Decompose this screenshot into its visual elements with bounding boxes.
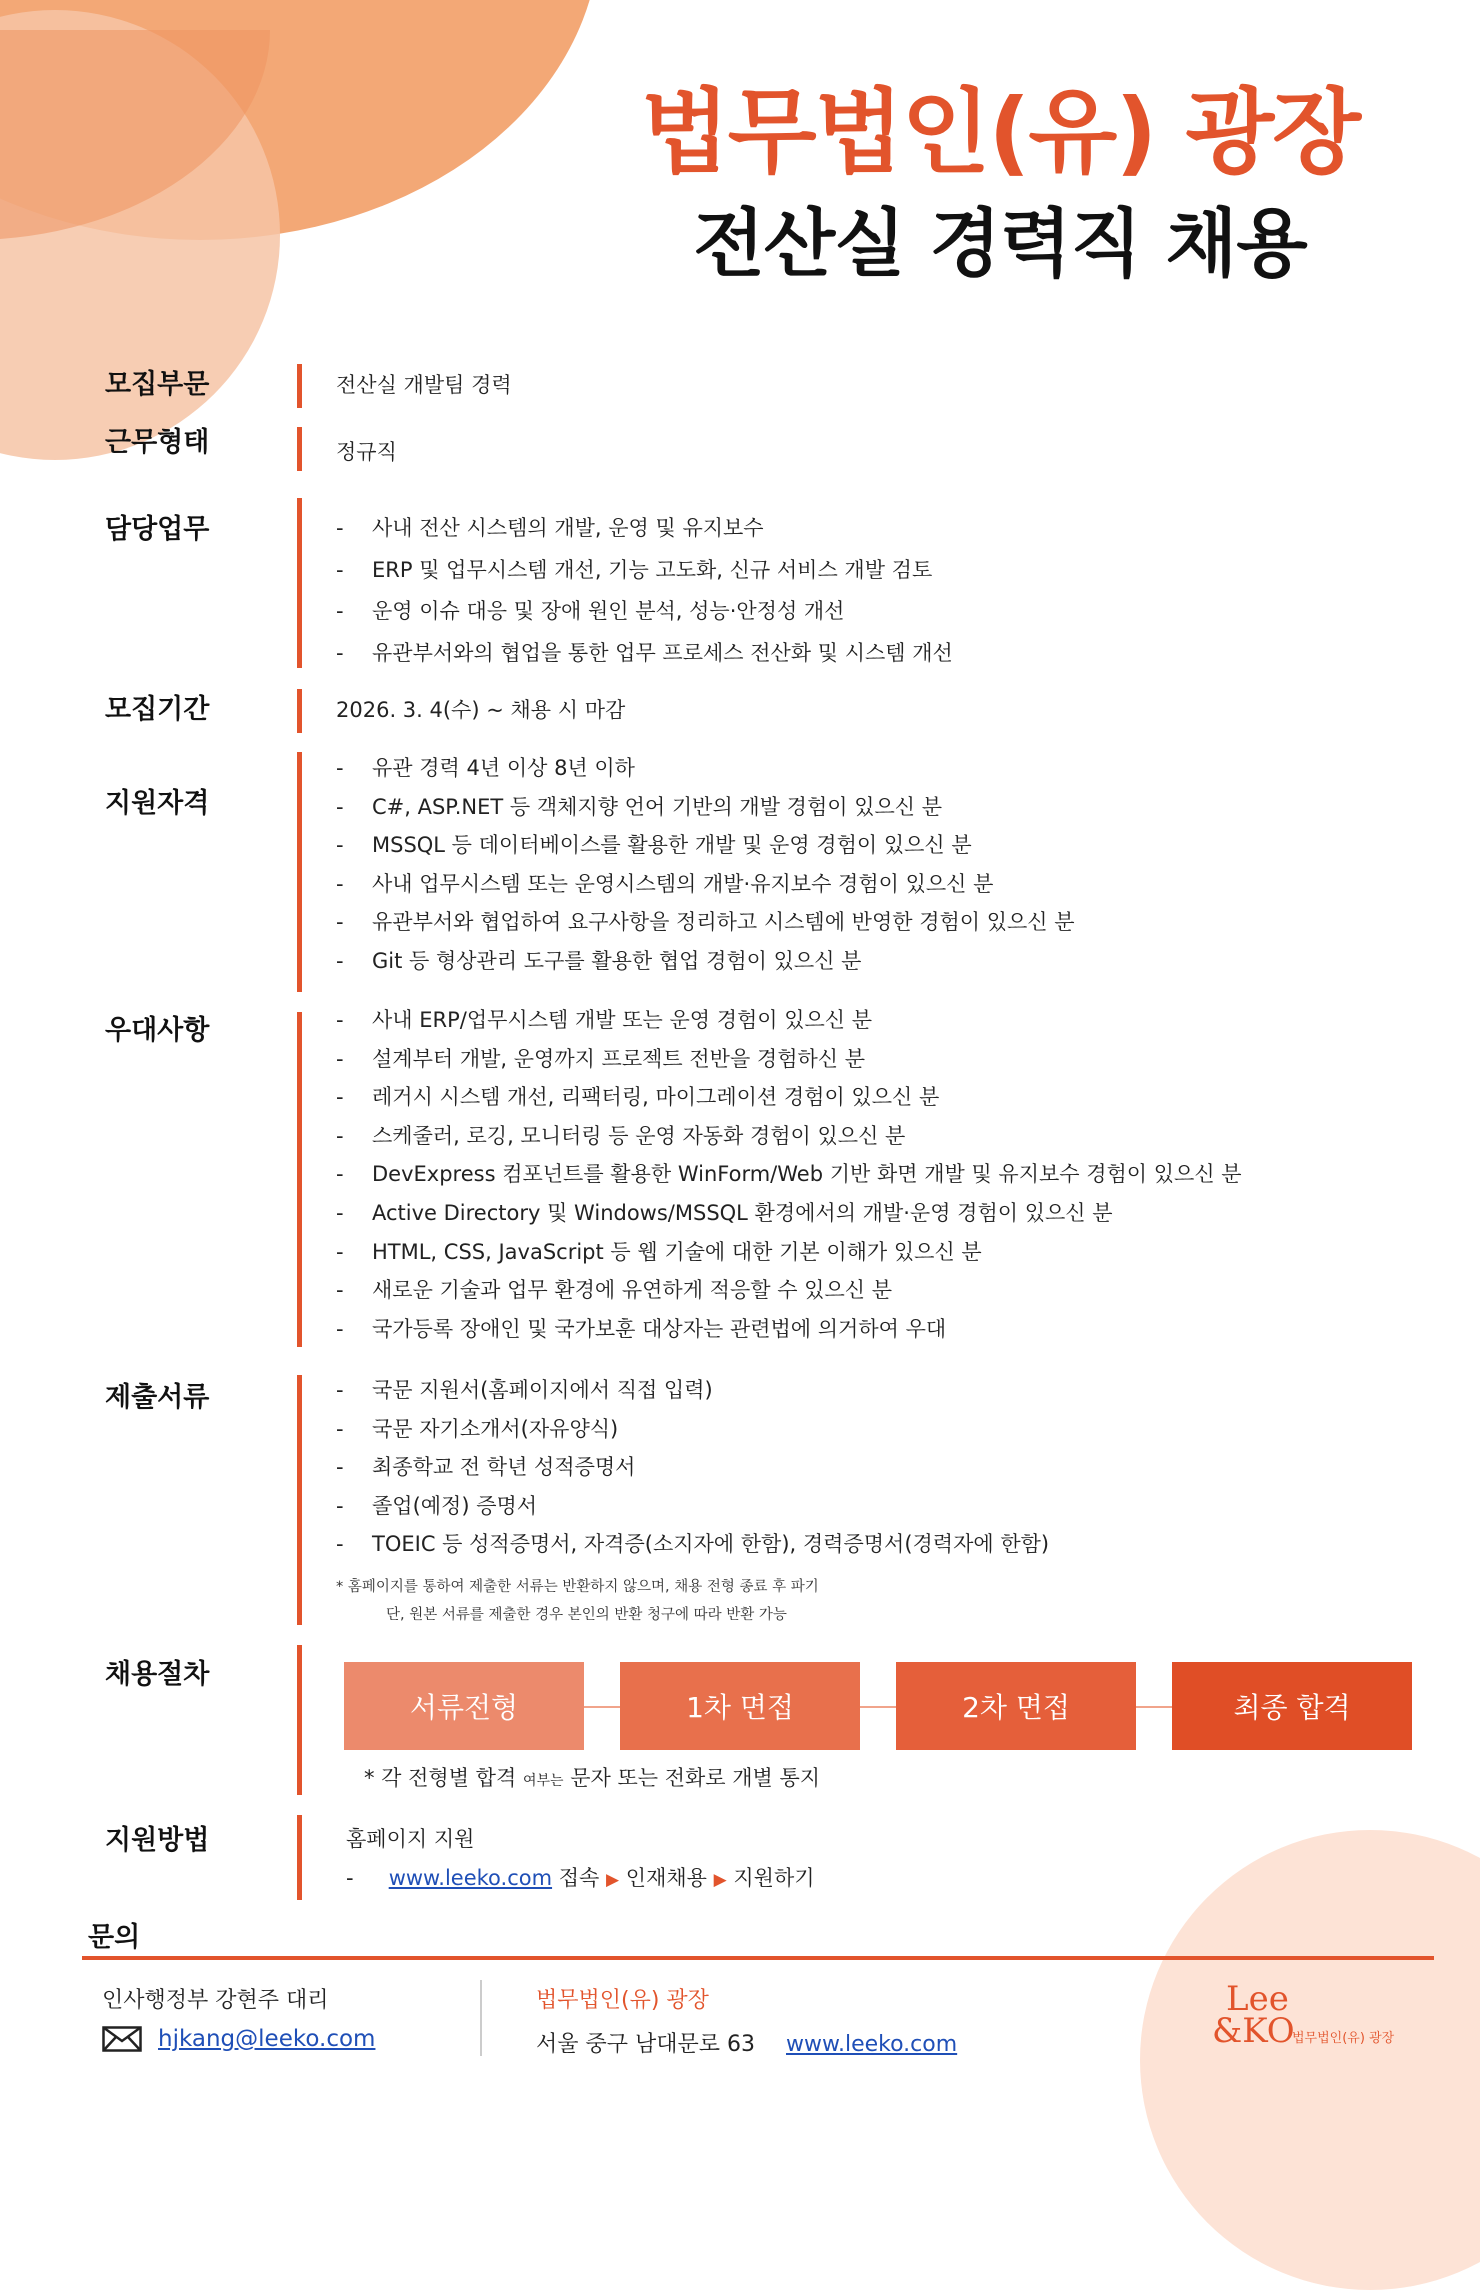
footer-firm-name: 법무법인(유) 광장: [536, 1988, 709, 2013]
list-item: - DevExpress 컴포넌트를 활용한 WinForm/Web 기반 화면 개발 및 유지보수 경험이 있으신 분: [336, 1155, 1242, 1194]
logo-text-bottom: &KO: [1212, 2011, 1295, 2052]
apply-step-3: 지원하기: [733, 1866, 815, 1890]
documents-note: [336, 1574, 819, 1629]
list-item: - 유관부서와 협업하여 요구사항을 정리하고 시스템에 반영한 경험이 있으신 분: [336, 903, 1075, 942]
preferred-list: [336, 1001, 1242, 1348]
apply-method: 홈페이지 지원: [346, 1827, 475, 1851]
process-step-3: 2차 면접: [896, 1662, 1136, 1750]
documents-bar: [297, 1375, 302, 1625]
process-connector: [860, 1706, 896, 1708]
qualifications-label: 지원자격: [105, 788, 210, 819]
footer-rule: [82, 1956, 1434, 1960]
list-item: - 레거시 시스템 개선, 리팩터링, 마이그레이션 경험이 있으신 분: [336, 1078, 1242, 1117]
list-item: - 사내 ERP/업무시스템 개발 또는 운영 경험이 있으신 분: [336, 1001, 1242, 1040]
process-connector: [584, 1706, 620, 1708]
documents-note-line1: * 홈페이지를 통하여 제출한 서류는 반환하지 않으며, 채용 전형 종료 후 파기: [336, 1579, 819, 1595]
process-connector: [1136, 1706, 1172, 1708]
list-item: - 새로운 기술과 업무 환경에 유연하게 적응할 수 있으신 분: [336, 1271, 1242, 1310]
documents-list: [336, 1371, 1049, 1564]
list-item: - MSSQL 등 데이터베이스를 활용한 개발 및 운영 경험이 있으신 분: [336, 826, 1075, 865]
list-item: - Git 등 형상관리 도구를 활용한 협업 경험이 있으신 분: [336, 942, 1075, 981]
process-step-4: 최종 합격: [1172, 1662, 1412, 1750]
logo: [1212, 1979, 1295, 2052]
list-item: - 사내 업무시스템 또는 운영시스템의 개발·유지보수 경험이 있으신 분: [336, 865, 1075, 904]
footer-website-link[interactable]: www.leeko.com: [786, 2032, 958, 2057]
page-title: 법무법인(유) 광장: [640, 79, 1360, 186]
list-item: - Active Directory 및 Windows/MSSQL 환경에서의 개발·운영 경험이 있으신 분: [336, 1194, 1242, 1233]
duties-label: 담당업무: [105, 514, 210, 545]
envelope-icon: [102, 2026, 142, 2052]
work-type-label: 근무형태: [105, 427, 210, 458]
process-note-small: 여부는: [522, 1773, 564, 1789]
apply-label: 지원방법: [105, 1825, 210, 1856]
list-item: - 국문 지원서(홈페이지에서 직접 입력): [336, 1371, 1049, 1410]
process-step-2: 1차 면접: [620, 1662, 860, 1750]
preferred-bar: [297, 1012, 302, 1347]
list-item: - 운영 이슈 대응 및 장애 원인 분석, 성능·안정성 개선: [336, 591, 953, 633]
triangle-right-icon: ▶: [606, 1870, 620, 1890]
footer-address: 서울 중구 남대문로 63: [536, 2032, 755, 2057]
list-item: - 유관부서와의 협업을 통한 업무 프로세스 전산화 및 시스템 개선: [336, 633, 953, 675]
recruit-dept-value: 전산실 개발팀 경력: [336, 373, 512, 397]
qualifications-list: [336, 749, 1075, 981]
documents-label: 제출서류: [105, 1382, 210, 1413]
footer-address-row: [536, 2027, 957, 2058]
footer-divider: [480, 1980, 482, 2056]
list-item: - 국가등록 장애인 및 국가보훈 대상자는 관련법에 의거하여 우대: [336, 1310, 1242, 1349]
process-step-1: 서류전형: [344, 1662, 584, 1750]
duties-bar: [297, 498, 302, 668]
decor-circle-bottom-right: [1140, 1830, 1480, 2290]
work-type-value: 정규직: [336, 440, 397, 464]
period-bar: [297, 689, 302, 733]
list-item: - 스케줄러, 로깅, 모니터링 등 운영 자동화 경험이 있으신 분: [336, 1117, 1242, 1156]
list-item: - TOEIC 등 성적증명서, 자격증(소지자에 한함), 경력증명서(경력자에 한함): [336, 1525, 1049, 1564]
apply-step-2: 인재채용: [625, 1866, 707, 1890]
list-item: - 국문 자기소개서(자유양식): [336, 1410, 1049, 1449]
process-note-prefix: * 각 전형별 합격: [364, 1766, 517, 1790]
recruit-dept-bar: [297, 364, 302, 408]
process-bar: [297, 1645, 302, 1795]
apply-bar: [297, 1815, 302, 1900]
list-item: - C#, ASP.NET 등 객체지향 언어 기반의 개발 경험이 있으신 분: [336, 788, 1075, 827]
logo-text-top: Lee: [1226, 1979, 1289, 2019]
preferred-label: 우대사항: [105, 1015, 210, 1046]
qualifications-bar: [297, 752, 302, 992]
documents-note-line2: 단, 원본 서류를 제출한 경우 본인의 반환 청구에 따라 반환 가능: [386, 1606, 787, 1623]
apply-step-1: 접속: [558, 1866, 600, 1890]
process-label: 채용절차: [105, 1659, 210, 1690]
period-label: 모집기간: [105, 694, 210, 725]
work-type-bar: [297, 427, 302, 471]
list-item: - 졸업(예정) 증명서: [336, 1487, 1049, 1526]
process-note-suffix: 문자 또는 전화로 개별 통지: [570, 1766, 821, 1790]
list-item: - 설계부터 개발, 운영까지 프로젝트 전반을 경험하신 분: [336, 1040, 1242, 1079]
recruit-dept-label: 모집부문: [105, 369, 210, 400]
period-value: 2026. 3. 4(수) ~ 채용 시 마감: [336, 698, 626, 722]
footer-email-row: [102, 2026, 375, 2052]
process-note: [364, 1762, 820, 1792]
list-item: - ERP 및 업무시스템 개선, 기능 고도화, 신규 서비스 개발 검토: [336, 550, 953, 592]
apply-steps: [346, 1865, 815, 1892]
list-item: - 최종학교 전 학년 성적증명서: [336, 1448, 1049, 1487]
triangle-right-icon: ▶: [713, 1870, 727, 1890]
duties-list: [336, 508, 953, 674]
footer-contact-person: 인사행정부 강현주 대리: [102, 1988, 329, 2013]
apply-dash: -: [346, 1866, 354, 1890]
apply-website-link[interactable]: www.leeko.com: [388, 1866, 553, 1890]
page-subtitle: 전산실 경력직 채용: [693, 201, 1307, 287]
footer-title: 문의: [88, 1922, 141, 1953]
logo-firm-text: 법무법인(유) 광장: [1292, 2031, 1395, 2046]
list-item: - HTML, CSS, JavaScript 등 웹 기술에 대한 기본 이해가 있으신 분: [336, 1233, 1242, 1272]
footer-email-link[interactable]: hjkang@leeko.com: [158, 2026, 376, 2052]
list-item: - 사내 전산 시스템의 개발, 운영 및 유지보수: [336, 508, 953, 550]
list-item: - 유관 경력 4년 이상 8년 이하: [336, 749, 1075, 788]
